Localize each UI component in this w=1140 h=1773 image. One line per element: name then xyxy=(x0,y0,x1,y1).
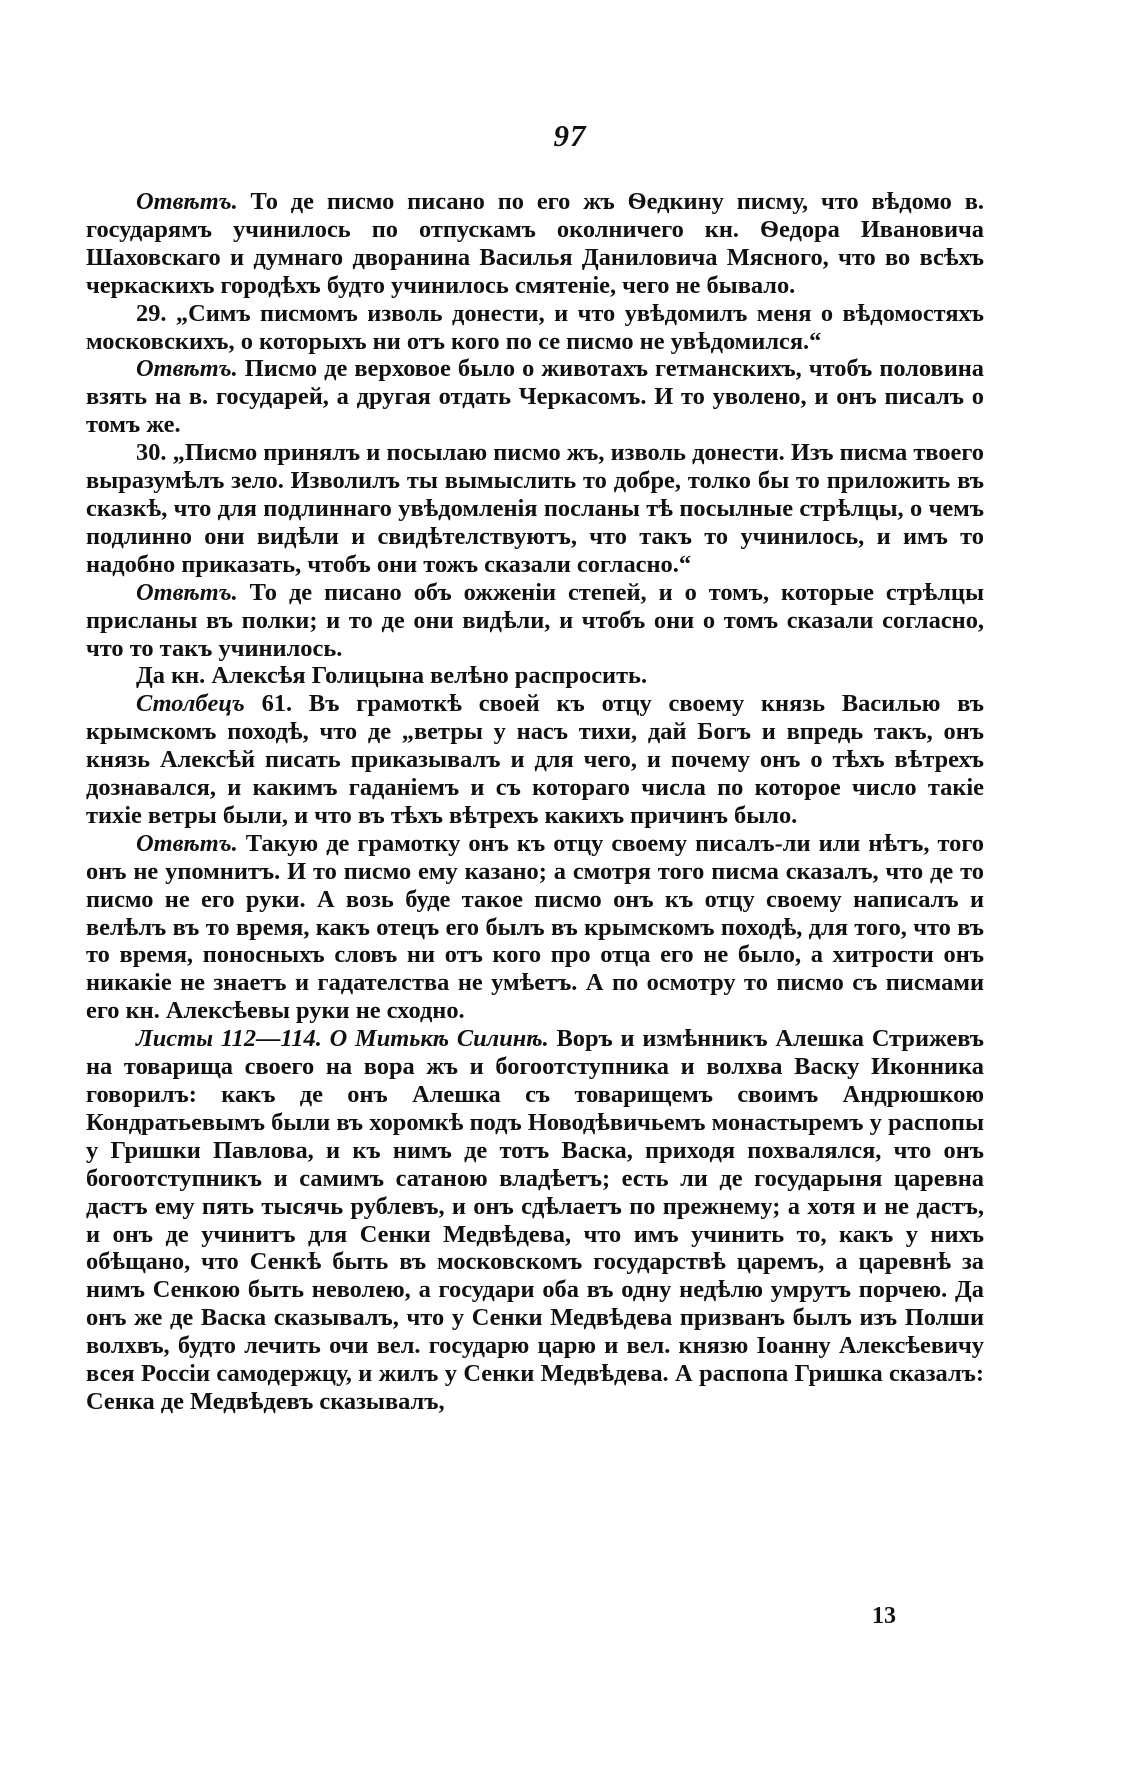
body-text xyxy=(86,188,984,1416)
paragraph xyxy=(86,439,984,579)
paragraph-text: Воръ и измѣнникъ Алешка Стрижевъ на товарища своего на вора жъ и богоотступника и волхва Васку Иконника говорилъ: какъ де онъ Алешка съ товарищемъ своимъ Андрюшкою Кондратьевымъ были въ хоромкѣ подъ Новодѣвичьемъ монастыремъ у распопы у Гришки Павлова, и къ нимъ де тотъ Васка, приходя похвалялся, что онъ богоотступникъ и самимъ сатаною владѣетъ; есть ли де государыня царевна дастъ ему пять тысячь рублевъ, и онъ сдѣлаетъ по прежнему; а хотя и не дастъ, и онъ де учинитъ для Сенки Медвѣдева, что имъ учинить то, какъ у нихъ обѣщано, что Сенкѣ быть въ московскомъ государствѣ царемъ, а царевнѣ за нимъ Сенкою быть неволею, а государи оба въ одну недѣлю умрутъ порчею. Да онъ же де Васка сказывалъ, что у Сенки Медвѣдева призванъ былъ изъ Полши волхвъ, будто лечить очи вел. государю царю и вел. князю Іоанну Алексѣевичу всея Россіи самодержцу, и жилъ у Сенки Медвѣдева. А распопа Гришка сказалъ: Сенка де Медвѣдевъ сказывалъ, xyxy=(86,1025,984,1415)
paragraph xyxy=(86,662,984,690)
signature-mark: 13 xyxy=(872,1603,896,1629)
paragraph xyxy=(86,579,984,663)
paragraph-label: Отвѣтъ. xyxy=(136,188,238,215)
paragraph xyxy=(86,300,984,356)
paragraph xyxy=(86,355,984,439)
page-number: 97 xyxy=(553,118,587,153)
paragraph-text: 61. Въ грамоткѣ своей къ отцу своему князь Василью въ крымскомъ походѣ, что де „ветры у насъ тихи, дай Богъ и впредь такъ, онъ князь Алексѣй писать приказывалъ и для чего, и почему онъ о тѣхъ вѣтрехъ дознавался, и какимъ гаданіемъ и съ котораго числа по которое число такіе тихіе ветры были, и что въ тѣхъ вѣтрехъ какихъ причинъ было. xyxy=(86,690,984,829)
paragraph-label: Отвѣтъ. xyxy=(136,829,238,857)
paragraph-label: Столбецъ xyxy=(136,690,245,718)
paragraph xyxy=(86,188,984,300)
paragraph-text: Писмо де верховое было о животахъ гетманскихъ, чтобъ половина взять на в. государей, а другая отдать Черкасомъ. И то уволено, и онъ писалъ о томъ же. xyxy=(86,355,984,439)
paragraph-text: То де писмо писано по его жъ Ѳедкину писму, что вѣдомо в. государямъ учинилось по отпускамъ околничего кн. Ѳедора Ивановича Шаховскаго и думнаго дворанина Василья Даниловича Мясного, что во всѣхъ черкаскихъ городѣхъ будто учинилось смятеніе, чего не бывало. xyxy=(86,188,984,299)
paragraph-text: Такую де грамотку онъ къ отцу своему писалъ-ли или нѣтъ, того онъ не упомнитъ. И то писмо ему казано; а смотря того писма сказалъ, что де то писмо не его руки. А возь буде такое писмо онъ къ отцу своему написалъ и велѣлъ въ то время, какъ отецъ его былъ въ крымскомъ походѣ, для того, что въ то время, поносныхъ словъ ни отъ кого про отца его не было, а хитрости онъ никакіе не знаетъ и гадателства не умѣетъ. А по осмотру то писмо съ писмами его кн. Алексѣевы руки не сходно. xyxy=(86,829,984,1025)
paragraph xyxy=(86,690,984,830)
paragraph xyxy=(86,1025,984,1416)
paragraph xyxy=(86,830,984,1025)
paragraph-text: То де писано объ ожженіи степей, и о томъ, которые стрѣлцы присланы въ полки; и то де они видѣли, и чтобъ они о томъ сказали согласно, что то такъ учинилось. xyxy=(86,578,984,662)
paragraph-label: Листы 112—114. О Митькѣ Силинѣ. xyxy=(136,1025,549,1053)
paragraph-text: Да кн. Алексѣя Голицына велѣно распросить. xyxy=(136,662,648,690)
paragraph-label: Отвѣтъ. xyxy=(136,355,238,383)
paragraph-text: 29. „Симъ писмомъ изволь донести, и что увѣдомилъ меня о вѣдомостяхъ московскихъ, о которыхъ ни отъ кого по се писмо не увѣдомился.“ xyxy=(86,299,984,355)
paragraph-label: Отвѣтъ. xyxy=(136,578,238,606)
paragraph-text: 30. „Писмо принялъ и посылаю писмо жъ, изволь донести. Изъ писма твоего выразумѣлъ зело. Изволилъ ты вымыслить то добре, толко бы то приложить въ сказкѣ, что для подлиннаго увѣдомленія посланы тѣ посылные стрѣлцы, о чемъ подлинно они видѣли и свидѣтелствуютъ, что такъ то учинилось, и имъ то надобно приказать, чтобъ они тожъ сказали согласно.“ xyxy=(86,439,984,578)
